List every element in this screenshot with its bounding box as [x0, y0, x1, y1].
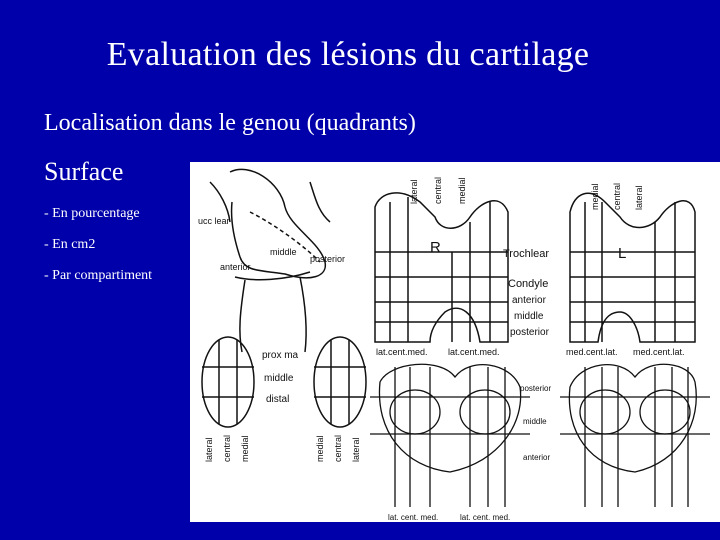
tibia-middle-label: middle	[523, 417, 547, 426]
left-bottom-label-2: med.cent.lat.	[633, 347, 685, 357]
right-bottom-label-1: lat.cent.med.	[376, 347, 428, 357]
slide-subtitle: Localisation dans le genou (quadrants)	[44, 110, 416, 136]
condyle-posterior-label: posterior	[510, 327, 549, 338]
condyle-anterior-label: anterior	[512, 295, 546, 306]
right-col-1: lateral	[409, 179, 419, 204]
diagram-svg	[190, 162, 720, 522]
right-col-3: medial	[457, 177, 467, 204]
trochlear-label: Trochlear	[503, 248, 550, 260]
condyle-middle-label: middle	[514, 311, 544, 322]
lateral-middle-label: middle	[270, 247, 297, 257]
patella-right	[314, 337, 366, 427]
cartilage-diagram	[190, 162, 720, 522]
left-femur-grid	[570, 193, 695, 342]
right-femur-grid	[375, 193, 508, 342]
patella-prox-label: prox ma	[262, 350, 299, 361]
left-side-label: L	[618, 245, 627, 262]
patella-distal-label: distal	[266, 394, 290, 405]
right-col-2: central	[433, 176, 443, 204]
tibia-posterior-label: posterior	[520, 384, 552, 393]
section-heading: Surface	[44, 157, 124, 186]
right-side-label: R	[430, 239, 441, 256]
left-col-1: medial	[590, 183, 600, 210]
left-col-3: lateral	[634, 185, 644, 210]
tibia-bottom-right-label: lat. cent. med.	[460, 513, 511, 522]
patella-right-col-2: central	[333, 434, 343, 462]
bullet-list	[44, 206, 152, 299]
lateral-posterior-label: posterior	[310, 254, 346, 264]
bullet-item: - Par compartiment	[44, 268, 153, 283]
patella-left	[202, 337, 254, 427]
patella-left-col-2: central	[222, 434, 232, 462]
patella-left-col-3: medial	[240, 435, 250, 462]
lateral-top-label: ucc lear	[198, 216, 230, 226]
tibia-anterior-label: anterior	[523, 453, 551, 462]
tibia-left	[560, 364, 710, 507]
patella-middle-label: middle	[264, 373, 294, 384]
tibia-right	[370, 364, 530, 507]
tibia-bottom-left-label: lat. cent. med.	[388, 513, 439, 522]
lateral-anterior-label: anterior	[220, 262, 251, 272]
bullet-item: - En pourcentage	[44, 206, 140, 221]
left-bottom-label-1: med.cent.lat.	[566, 347, 618, 357]
right-bottom-label-2: lat.cent.med.	[448, 347, 500, 357]
patella-right-col-1: medial	[315, 435, 325, 462]
condyle-label: Condyle	[508, 278, 549, 290]
bullet-item: - En cm2	[44, 237, 96, 252]
left-col-2: central	[612, 182, 622, 210]
patella-left-col-1: lateral	[204, 437, 214, 462]
slide-title: Evaluation des lésions du cartilage	[106, 36, 590, 73]
patella-right-col-3: lateral	[351, 437, 361, 462]
